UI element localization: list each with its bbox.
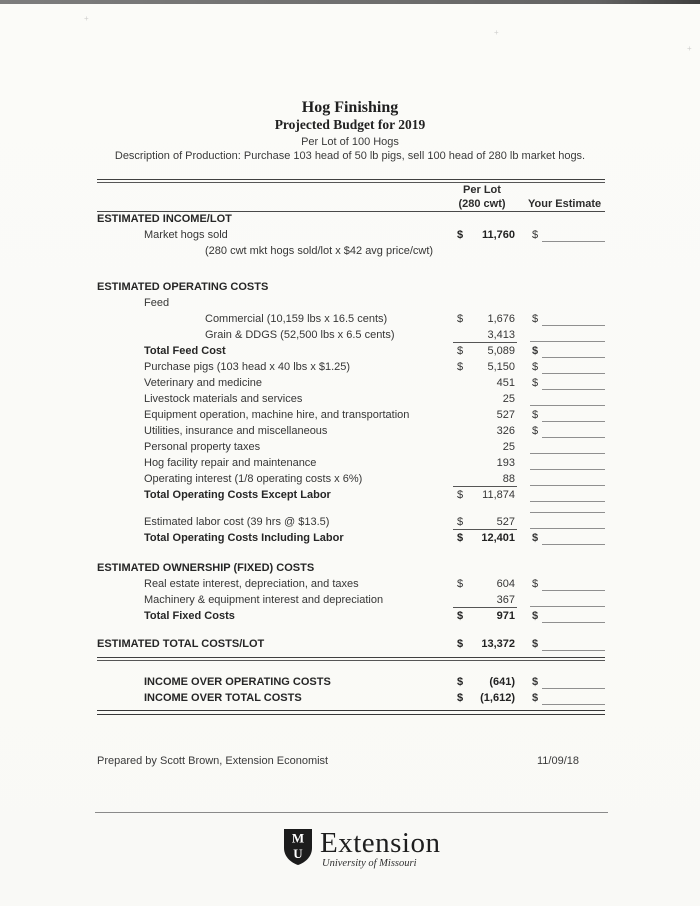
estimate-write-in-line (542, 650, 605, 651)
per-lot-amount: 604 (496, 578, 515, 590)
estimate-write-in-line (542, 544, 605, 545)
estimate-write-in-line (542, 373, 605, 374)
per-lot-currency-symbol: $ (457, 229, 464, 241)
per-lot-currency-symbol: $ (457, 532, 464, 544)
estimate-write-in-line (542, 325, 605, 326)
shield-letter-u: U (293, 846, 303, 861)
table-row (97, 691, 605, 707)
per-lot-subtotal-rule (453, 607, 517, 608)
row-label: Livestock materials and services (144, 393, 303, 405)
estimate-write-in-line (542, 688, 605, 689)
your-estimate-blank (530, 440, 605, 456)
your-estimate-blank (530, 637, 605, 653)
table-row (97, 515, 605, 531)
your-estimate-blank (530, 691, 605, 707)
estimate-currency-symbol: $ (532, 229, 539, 241)
per-lot-amount: 11,760 (481, 229, 515, 241)
scan-artifact: + (494, 28, 499, 37)
row-label: Utilities, insurance and miscellaneous (144, 425, 328, 437)
estimate-write-in-line (542, 590, 605, 591)
row-label: Veterinary and medicine (144, 377, 263, 389)
your-estimate-blank (530, 328, 605, 344)
row-label: Feed (144, 297, 170, 309)
row-label: Total Fixed Costs (144, 610, 235, 622)
table-row (97, 392, 605, 408)
per-lot-subtotal-rule (453, 486, 517, 487)
table-row (97, 360, 605, 376)
mu-extension-logo (283, 828, 441, 869)
your-estimate-blank (530, 424, 605, 440)
row-label: Machinery & equipment interest and depreciation (144, 594, 384, 606)
shield-letter-m: M (291, 830, 305, 846)
scan-artifact: + (84, 14, 89, 23)
your-estimate-blank (530, 515, 605, 531)
row-spacer (97, 547, 605, 561)
your-estimate-blank (530, 312, 605, 328)
per-lot-header-line1: Per Lot (463, 184, 501, 196)
your-estimate-blank (530, 609, 605, 625)
per-lot-amount: 3,413 (487, 329, 515, 341)
row-label: Personal property taxes (144, 441, 261, 453)
estimate-write-in-line (530, 453, 605, 454)
estimate-write-in-line (530, 341, 605, 342)
per-lot-amount: 88 (502, 473, 515, 485)
your-estimate-blank (530, 504, 605, 515)
table-row (97, 456, 605, 472)
section-header-row (97, 212, 605, 228)
per-lot-currency-symbol: $ (457, 692, 464, 704)
table-row (97, 376, 605, 392)
estimate-write-in-line (530, 469, 605, 470)
document-subtitle: Projected Budget for 2019 (274, 117, 426, 132)
your-estimate-blank (530, 456, 605, 472)
title-block (0, 99, 700, 163)
logo-tagline: University of Missouri (322, 858, 417, 869)
estimate-currency-symbol: $ (532, 638, 539, 650)
table-row (97, 504, 605, 515)
per-lot-currency-symbol: $ (457, 578, 464, 590)
footer (97, 755, 605, 767)
per-lot-amount: 451 (496, 377, 515, 389)
column-headers (97, 183, 605, 211)
your-estimate-blank (530, 531, 605, 547)
estimate-write-in-line (530, 405, 605, 406)
row-label: INCOME OVER TOTAL COSTS (144, 692, 302, 704)
footer-rule (95, 812, 608, 813)
table-row (97, 344, 605, 360)
your-estimate-blank (530, 472, 605, 488)
row-label: Commercial (10,159 lbs x 16.5 cents) (205, 313, 388, 325)
your-estimate-blank (530, 593, 605, 609)
horizontal-rule (97, 710, 605, 715)
row-spacer (97, 260, 605, 280)
estimate-currency-symbol: $ (532, 676, 539, 688)
per-lot-currency-symbol: $ (457, 516, 464, 528)
estimate-write-in-line (542, 622, 605, 623)
per-lot-amount: (641) (489, 676, 515, 688)
per-lot-amount: 193 (496, 457, 515, 469)
document-title: Hog Finishing (301, 99, 399, 116)
row-label: Operating interest (1/8 operating costs x 6%) (144, 473, 363, 485)
per-lot-currency-symbol: $ (457, 313, 464, 325)
table-row (97, 296, 605, 312)
per-lot-subtotal-rule (453, 342, 517, 343)
row-label: (280 cwt mkt hogs sold/lot x $42 avg price/cwt) (205, 245, 434, 257)
your-estimate-blank (530, 577, 605, 593)
row-label: Estimated labor cost (39 hrs @ $13.5) (144, 516, 330, 528)
prepared-by-text: Prepared by Scott Brown, Extension Economist (97, 755, 329, 767)
table-row (97, 424, 605, 440)
estimate-currency-symbol: $ (532, 610, 539, 622)
estimate-currency-symbol: $ (532, 345, 539, 357)
table-row (97, 577, 605, 593)
row-label: Total Feed Cost (144, 345, 226, 357)
table-row (97, 675, 605, 691)
section-header-row (97, 280, 605, 296)
logo-name: Extension (320, 827, 441, 859)
row-label: Total Operating Costs Except Labor (144, 489, 331, 501)
estimate-currency-symbol: $ (532, 313, 539, 325)
table-row (97, 593, 605, 609)
row-spacer (97, 661, 605, 675)
your-estimate-blank (530, 344, 605, 360)
per-lot-amount: 25 (502, 441, 515, 453)
per-lot-amount: 13,372 (481, 638, 515, 650)
per-lot-currency-symbol: $ (457, 676, 464, 688)
per-lot-header-line2: (280 cwt) (458, 198, 506, 210)
row-label: Equipment operation, machine hire, and transportation (144, 409, 410, 421)
per-lot-currency-symbol: $ (457, 361, 464, 373)
your-estimate-blank (530, 228, 605, 244)
per-lot-amount: 5,089 (487, 345, 515, 357)
table-rows (97, 212, 605, 715)
estimate-write-in-line (542, 357, 605, 358)
budget-table (97, 179, 605, 715)
row-label: Purchase pigs (103 head x 40 lbs x $1.25) (144, 361, 351, 373)
row-label: Real estate interest, depreciation, and taxes (144, 578, 359, 590)
estimate-write-in-line (542, 241, 605, 242)
row-label: ESTIMATED OWNERSHIP (FIXED) COSTS (97, 562, 315, 574)
row-label: ESTIMATED INCOME/LOT (97, 213, 232, 225)
row-label: INCOME OVER OPERATING COSTS (144, 676, 331, 688)
per-lot-amount: 367 (496, 594, 515, 606)
table-row (97, 244, 605, 260)
row-label: Market hogs sold (144, 229, 228, 241)
table-row (97, 472, 605, 488)
estimate-write-in-line (530, 485, 605, 486)
row-spacer (97, 625, 605, 637)
per-lot-amount: 5,150 (487, 361, 515, 373)
per-lot-amount: 11,874 (482, 489, 515, 501)
table-row (97, 328, 605, 344)
table-row (97, 637, 605, 653)
scanner-edge-band (0, 0, 700, 4)
per-lot-currency-symbol: $ (457, 489, 464, 501)
unit-line: Per Lot of 100 Hogs (301, 136, 399, 148)
estimate-currency-symbol: $ (532, 692, 539, 704)
per-lot-amount: 326 (496, 425, 515, 437)
estimate-write-in-line (542, 421, 605, 422)
per-lot-column-header (449, 183, 515, 211)
estimate-write-in-line (530, 512, 605, 513)
row-label: Hog facility repair and maintenance (144, 457, 317, 469)
row-label: ESTIMATED TOTAL COSTS/LOT (97, 638, 265, 650)
your-estimate-blank (530, 488, 605, 504)
table-row (97, 609, 605, 625)
per-lot-amount: 12,401 (481, 532, 515, 544)
your-estimate-blank (530, 675, 605, 691)
estimate-write-in-line (530, 501, 605, 502)
table-row (97, 488, 605, 504)
table-row (97, 440, 605, 456)
table-row (97, 531, 605, 547)
table-row (97, 312, 605, 328)
estimate-write-in-line (530, 606, 605, 607)
production-description: Description of Production: Purchase 103 head of 50 lb pigs, sell 100 head of 280 lb market hogs. (114, 150, 586, 162)
row-label: ESTIMATED OPERATING COSTS (97, 281, 269, 293)
your-estimate-blank (530, 408, 605, 424)
row-label: Grain & DDGS (52,500 lbs x 6.5 cents) (205, 329, 395, 341)
row-label: Total Operating Costs Including Labor (144, 532, 344, 544)
section-header-row (97, 561, 605, 577)
your-estimate-blank (530, 360, 605, 376)
table-row (97, 408, 605, 424)
estimate-currency-symbol: $ (532, 409, 539, 421)
your-estimate-column-header: Your Estimate (528, 198, 602, 210)
per-lot-currency-symbol: $ (457, 638, 464, 650)
per-lot-currency-symbol: $ (457, 610, 464, 622)
per-lot-amount: (1,612) (480, 692, 515, 704)
scan-artifact: + (687, 44, 692, 53)
date-text: 11/09/18 (537, 755, 580, 767)
logo-text (320, 828, 441, 869)
estimate-currency-symbol: $ (532, 361, 539, 373)
estimate-currency-symbol: $ (532, 532, 539, 544)
estimate-write-in-line (542, 704, 605, 705)
mu-shield-icon (283, 828, 313, 866)
per-lot-amount: 25 (502, 393, 515, 405)
per-lot-subtotal-rule (453, 529, 517, 530)
estimate-write-in-line (530, 528, 605, 529)
estimate-currency-symbol: $ (532, 425, 539, 437)
your-estimate-blank (530, 376, 605, 392)
estimate-write-in-line (542, 437, 605, 438)
per-lot-amount: 527 (496, 516, 515, 528)
per-lot-amount: 527 (496, 409, 515, 421)
estimate-write-in-line (542, 389, 605, 390)
estimate-currency-symbol: $ (532, 377, 539, 389)
estimate-currency-symbol: $ (532, 578, 539, 590)
your-estimate-blank (530, 392, 605, 408)
per-lot-currency-symbol: $ (457, 345, 464, 357)
per-lot-amount: 971 (496, 610, 515, 622)
table-row (97, 228, 605, 244)
per-lot-amount: 1,676 (487, 313, 515, 325)
